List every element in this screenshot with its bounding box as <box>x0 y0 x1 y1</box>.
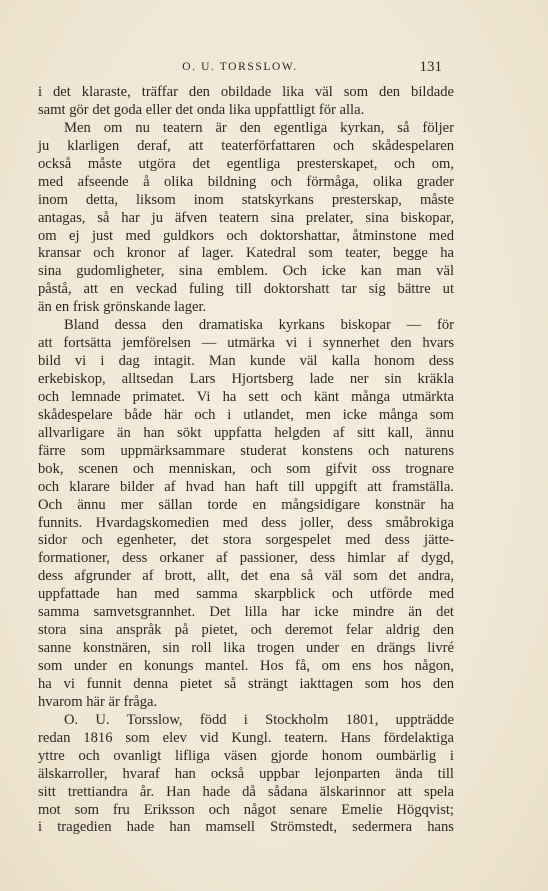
text-line: och lemnade primatet. Vi ha sett och känt många utmärkta <box>38 388 454 405</box>
text-line: ju klarligen deraf, att teaterförfattaren och skådespelaren <box>38 137 454 154</box>
text-line: med afseende å olika bildning och förmåga, olika grader <box>38 173 454 190</box>
text-line: älskarroller, hvaraf han också uppbar lejonparten ända till <box>38 765 454 782</box>
text-line: sidor och egenheter, det stora sorgespelet med dess jätte- <box>38 532 454 549</box>
text-line: i tragedien hade han mamsell Strömstedt, sedermera hans <box>38 819 454 836</box>
text-line: allvarligare än han sökt uppfatta helgden af sitt kall, ännu <box>38 424 454 441</box>
page-number: 131 <box>419 59 442 75</box>
text-line: yttre och ovanligt lifliga väsen gjorde honom oumbärlig i <box>38 747 454 764</box>
text-line: inom detta, liksom inom statskyrkans presterskap, måste <box>38 191 454 208</box>
text-line: samt gör det goda eller det onda lika uppfattligt för alla. <box>38 101 365 118</box>
text-line: skådespelare både här och i utlandet, men icke många som <box>38 406 454 423</box>
text-line: stora sina anspråk på pietet, och deremot felar aldrig den <box>38 622 454 639</box>
text-line: bild vi i dag intagit. Man kunde väl kalla honom dess <box>38 353 454 370</box>
text-line: ha vi funnit denna pietet så strängt iakttagen som hos den <box>38 675 454 692</box>
text-line: funnits. Hvardagskomedien med dess joller, dess småbrokiga <box>38 514 454 531</box>
text-line: bok, scenen och menniskan, och som gifvit oss trognare <box>38 460 454 477</box>
text-line: som under en konungs mantel. Hos få, om ens hos någon, <box>38 658 454 674</box>
text-line: Bland dessa den dramatiska kyrkans biskopar — för <box>64 317 454 334</box>
running-head: O. U. TORSSLOW. <box>182 61 298 73</box>
text-line: Och ännu mer sällan torde en mångsidigare konstnär ha <box>38 496 454 513</box>
text-line: sanne konstnären, sin roll lika trogen under en drängs livré <box>38 640 454 657</box>
body-text <box>38 84 454 837</box>
text-line: sina gudomligheter, sina emblem. Och icke kan man väl <box>38 263 454 280</box>
text-line: påstå, att en veckad fuling till doktorshatt tar sig bättre ut <box>38 281 454 298</box>
text-line: Men om nu teatern är den egentliga kyrkan, så följer <box>64 119 454 136</box>
text-line: sitt trettiandra år. Han hade då sådana älskarinnor att spela <box>38 783 454 800</box>
text-line: redan 1816 som elev vid Kungl. teatern. Hans fördelaktiga <box>38 729 454 746</box>
text-line: samma samvetsgrannhet. Det lilla har icke mindre än det <box>38 604 454 621</box>
text-line: och klarare bilder af hvad han haft till uppgift att framställa. <box>38 478 454 495</box>
text-line: dess afgrunder af brott, allt, det ena så väl som det andra, <box>38 568 454 585</box>
text-line: O. U. Torsslow, född i Stockholm 1801, uppträdde <box>64 711 454 728</box>
text-line: om ej just med guldkors och doktorshattar, åtminstone med <box>38 227 454 244</box>
text-line: också måste utgöra det egentliga presterskapet, och om, <box>38 155 454 172</box>
text-line: i det klaraste, träffar den obildade lika väl som den bildade <box>38 84 454 100</box>
text-line: färre som uppmärksammare studerat konstens och naturens <box>38 442 454 459</box>
text-line: att fortsätta jemförelsen — utmärka vi i synnerhet den hvars <box>38 335 454 352</box>
page-header <box>38 56 442 78</box>
text-line: formationer, dess orkaner af passioner, dess himlar af dygd, <box>38 550 454 567</box>
text-line: erkebiskop, alltsedan Lars Hjortsberg lade ner sin kräkla <box>38 371 454 387</box>
text-line: kransar och kronor af lager. Katedral som teater, begge ha <box>38 245 454 262</box>
text-line: uppfattade han med samma skarpblick och utförde med <box>38 586 454 603</box>
text-line: än en frisk grönskande lager. <box>38 299 207 316</box>
text-line: hvarom här är fråga. <box>38 693 158 710</box>
text-line: antagas, så har ju äfven teatern sina prelater, sina biskopar, <box>38 209 454 226</box>
text-line: mot som fru Eriksson och något senare Emelie Högqvist; <box>38 801 454 818</box>
